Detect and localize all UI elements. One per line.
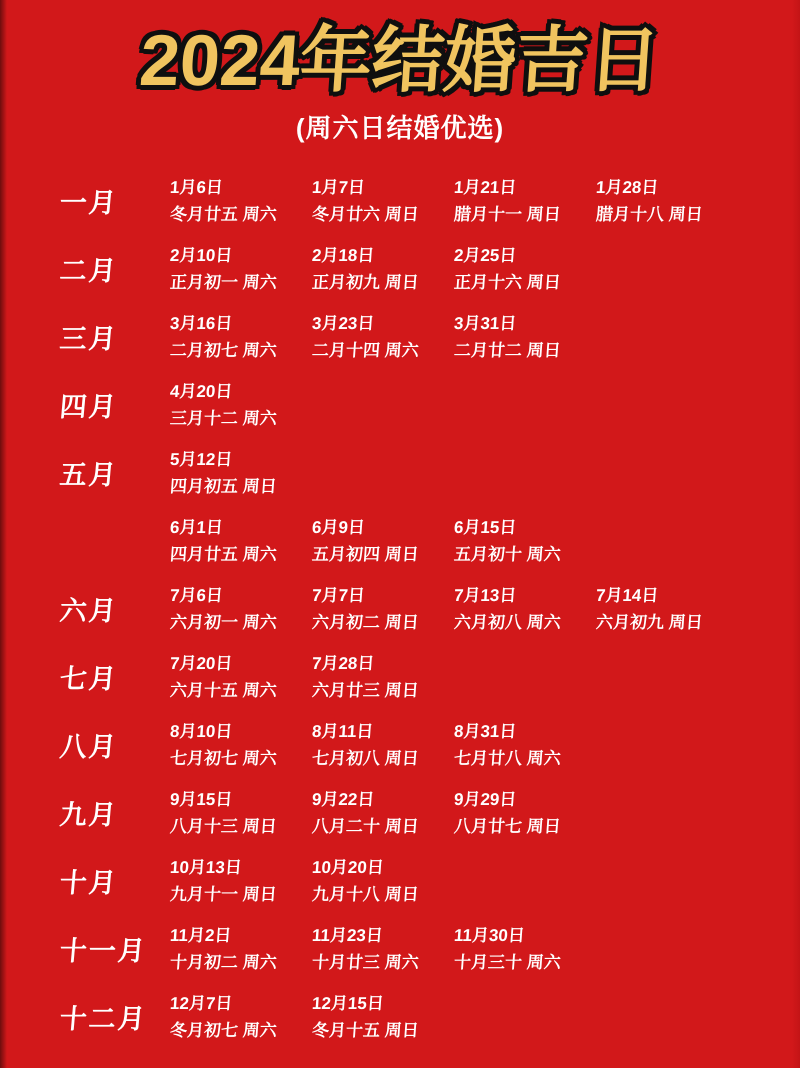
gregorian-date: 6月1日 xyxy=(169,517,224,537)
month-label: 五月 xyxy=(58,460,120,491)
date-entry xyxy=(170,174,312,228)
date-entry xyxy=(170,990,312,1044)
lunar-date: 腊月十一 周日 xyxy=(453,204,562,224)
gregorian-date: 1月21日 xyxy=(453,177,518,197)
date-entry xyxy=(596,582,738,636)
entries xyxy=(170,990,454,1044)
gregorian-date: 2月25日 xyxy=(453,245,518,265)
entries xyxy=(170,446,312,500)
lunar-date: 六月初八 周六 xyxy=(453,612,562,632)
entries xyxy=(170,650,454,704)
lunar-date: 六月初二 周日 xyxy=(311,612,420,632)
lunar-date: 五月初十 周六 xyxy=(453,544,562,564)
lunar-date: 冬月廿五 周六 xyxy=(169,204,278,224)
lunar-date: 四月初五 周日 xyxy=(169,476,278,496)
gregorian-date: 9月15日 xyxy=(169,789,234,809)
gregorian-date: 11月30日 xyxy=(453,925,526,945)
gregorian-date: 12月7日 xyxy=(169,993,234,1013)
month-row xyxy=(60,779,800,847)
lunar-date: 正月初一 周六 xyxy=(169,272,278,292)
date-entry xyxy=(454,242,596,296)
gregorian-date: 11月2日 xyxy=(169,925,233,945)
date-entry xyxy=(454,174,596,228)
month-label: 十二月 xyxy=(58,1004,149,1035)
date-entry xyxy=(454,310,596,364)
gregorian-date: 1月6日 xyxy=(169,177,224,197)
gregorian-date: 7月14日 xyxy=(595,585,660,605)
gregorian-date: 10月20日 xyxy=(311,857,385,877)
lunar-date: 正月十六 周日 xyxy=(453,272,562,292)
date-entry xyxy=(312,582,454,636)
gregorian-date: 6月9日 xyxy=(311,517,366,537)
lunar-date: 十月廿三 周六 xyxy=(311,952,420,972)
gregorian-date: 7月28日 xyxy=(311,653,376,673)
lunar-date: 正月初九 周日 xyxy=(311,272,420,292)
date-entry xyxy=(312,174,454,228)
month-row xyxy=(60,847,800,915)
gregorian-date: 2月10日 xyxy=(169,245,234,265)
date-entry xyxy=(170,446,312,500)
gregorian-date: 7月20日 xyxy=(169,653,234,673)
date-entry xyxy=(454,514,596,568)
gregorian-date: 8月10日 xyxy=(169,721,234,741)
date-entry xyxy=(170,242,312,296)
date-entry xyxy=(170,922,312,976)
gregorian-date: 9月29日 xyxy=(453,789,518,809)
gregorian-date: 7月6日 xyxy=(169,585,224,605)
entries xyxy=(170,786,596,840)
date-entry xyxy=(454,922,596,976)
gregorian-date: 5月12日 xyxy=(169,449,234,469)
month-row xyxy=(60,711,800,779)
lunar-date: 九月十一 周日 xyxy=(169,884,278,904)
month-label: 四月 xyxy=(58,392,120,423)
gregorian-date: 1月28日 xyxy=(595,177,660,197)
month-row xyxy=(60,983,800,1051)
month-row xyxy=(60,643,800,711)
gregorian-date: 7月7日 xyxy=(311,585,366,605)
gregorian-date: 8月31日 xyxy=(453,721,518,741)
date-entry xyxy=(312,786,454,840)
lunar-date: 腊月十八 周日 xyxy=(595,204,704,224)
entries xyxy=(170,922,596,976)
date-entry xyxy=(312,310,454,364)
gregorian-date: 1月7日 xyxy=(311,177,366,197)
date-entry xyxy=(454,582,596,636)
date-entry xyxy=(170,650,312,704)
date-entry xyxy=(170,514,312,568)
month-row xyxy=(60,915,800,983)
entries xyxy=(170,854,454,908)
gregorian-date: 7月13日 xyxy=(453,585,518,605)
month-row xyxy=(60,235,800,303)
entries xyxy=(170,242,596,296)
month-label: 六月 xyxy=(58,596,120,627)
month-label: 十一月 xyxy=(58,936,149,967)
date-entry xyxy=(170,310,312,364)
gregorian-date: 3月31日 xyxy=(453,313,518,333)
entries xyxy=(170,582,738,636)
month-rows xyxy=(0,167,800,1051)
lunar-date: 二月初七 周六 xyxy=(169,340,278,360)
lunar-date: 七月廿八 周六 xyxy=(453,748,562,768)
date-entry xyxy=(454,786,596,840)
gregorian-date: 8月11日 xyxy=(311,721,375,741)
gregorian-date: 10月13日 xyxy=(169,857,243,877)
gregorian-date: 3月23日 xyxy=(311,313,376,333)
entries xyxy=(170,718,596,772)
lunar-date: 六月廿三 周日 xyxy=(311,680,420,700)
date-entry xyxy=(170,718,312,772)
lunar-date: 冬月廿六 周日 xyxy=(311,204,420,224)
lunar-date: 五月初四 周日 xyxy=(311,544,420,564)
lunar-date: 八月二十 周日 xyxy=(311,816,420,836)
date-entry xyxy=(170,378,312,432)
month-row xyxy=(60,507,800,575)
month-row xyxy=(60,439,800,507)
gregorian-date: 12月15日 xyxy=(311,993,385,1013)
date-entry xyxy=(312,922,454,976)
date-entry xyxy=(170,582,312,636)
month-row xyxy=(60,371,800,439)
gregorian-date: 11月23日 xyxy=(311,925,384,945)
lunar-date: 冬月初七 周六 xyxy=(169,1020,278,1040)
gregorian-date: 4月20日 xyxy=(169,381,234,401)
lunar-date: 六月十五 周六 xyxy=(169,680,278,700)
lunar-date: 三月十二 周六 xyxy=(169,408,278,428)
date-entry xyxy=(312,854,454,908)
month-row xyxy=(60,575,800,643)
lunar-date: 冬月十五 周日 xyxy=(311,1020,420,1040)
month-label: 一月 xyxy=(58,188,120,219)
date-entry xyxy=(312,990,454,1044)
lunar-date: 九月十八 周日 xyxy=(311,884,420,904)
poster-subtitle: (周六日结婚优选) xyxy=(295,113,505,143)
date-entry xyxy=(596,174,738,228)
gregorian-date: 9月22日 xyxy=(311,789,376,809)
date-entry xyxy=(312,650,454,704)
lunar-date: 八月廿七 周日 xyxy=(453,816,562,836)
poster-title: 2024年结婚吉日 xyxy=(137,21,663,101)
date-entry xyxy=(454,718,596,772)
entries xyxy=(170,174,738,228)
month-label: 九月 xyxy=(58,800,120,831)
gregorian-date: 2月18日 xyxy=(311,245,376,265)
month-label: 十月 xyxy=(58,868,120,899)
entries xyxy=(170,310,596,364)
month-label: 二月 xyxy=(58,256,120,287)
date-entry xyxy=(170,854,312,908)
month-label: 八月 xyxy=(58,732,120,763)
wedding-dates-poster xyxy=(0,16,800,1068)
month-row xyxy=(60,303,800,371)
month-label: 三月 xyxy=(58,324,120,355)
date-entry xyxy=(312,242,454,296)
entries xyxy=(170,378,312,432)
lunar-date: 七月初八 周日 xyxy=(311,748,420,768)
date-entry xyxy=(312,514,454,568)
gregorian-date: 6月15日 xyxy=(453,517,518,537)
lunar-date: 七月初七 周六 xyxy=(169,748,278,768)
lunar-date: 四月廿五 周六 xyxy=(169,544,278,564)
gregorian-date: 3月16日 xyxy=(169,313,234,333)
date-entry xyxy=(312,718,454,772)
month-row xyxy=(60,167,800,235)
lunar-date: 八月十三 周日 xyxy=(169,816,278,836)
date-entry xyxy=(170,786,312,840)
lunar-date: 二月廿二 周日 xyxy=(453,340,562,360)
lunar-date: 二月十四 周六 xyxy=(311,340,420,360)
month-label: 七月 xyxy=(58,664,120,695)
lunar-date: 十月三十 周六 xyxy=(453,952,562,972)
lunar-date: 六月初九 周日 xyxy=(595,612,704,632)
entries xyxy=(170,514,596,568)
lunar-date: 十月初二 周六 xyxy=(169,952,278,972)
lunar-date: 六月初一 周六 xyxy=(169,612,278,632)
